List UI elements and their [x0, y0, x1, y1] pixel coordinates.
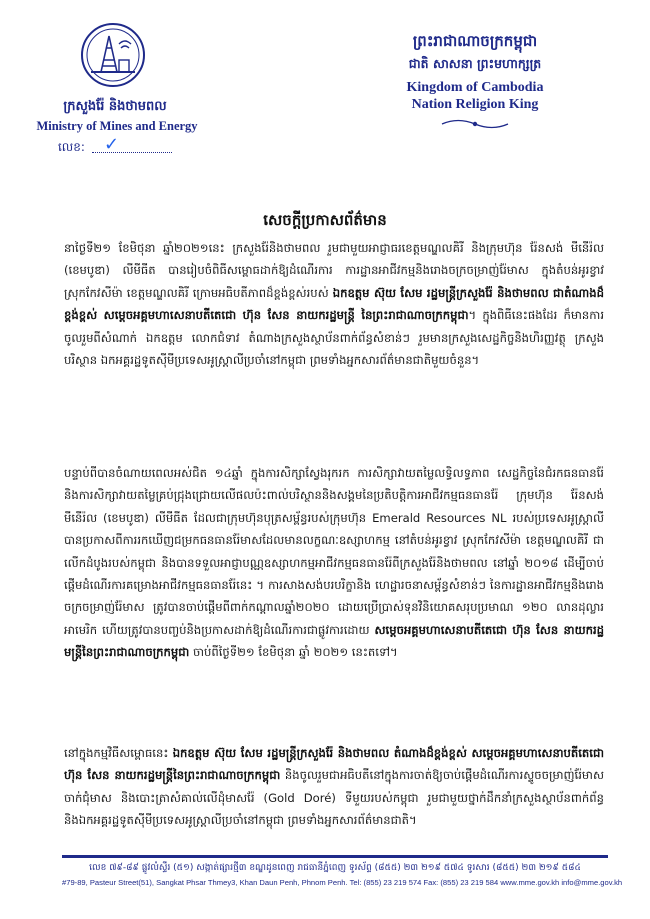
text-segment: ចាប់ពីថ្ងៃទី២១ ខែមិថុនា ឆ្នាំ ២០២១ នេះតទៅ។: [189, 645, 398, 660]
text-segment: ។ ក្នុងពិធីនេះផងដែរ ក៏មានការចូលរួមពីសំណាក់ ឯកឧត្តម លោកជំទាវ តំណាងក្រសួងស្ថាប័នពាក់ព័ន្ធសំខាន់ៗ រួមមានក្រសួងសេដ្ឋកិច្ចនិងហិរញ្ញវត្ថុ ក្រសួងបរិស្ថាន ឯកអគ្គរដ្ឋទូតស៊ីមីប្រទេសអូស្ត្រាលីប្រចាំនៅកម្ពុជា ព្រមទាំងអ្នកសារព័ត៌មានជាតិមួយចំនួន។: [64, 308, 604, 368]
checkmark-icon: ✓: [104, 134, 120, 155]
ornament-divider-icon: [440, 117, 510, 131]
bold-text-segment: ឯកឧត្តម ស៊ុយ សែម រដ្ឋមន្ត្រីក្រសួងរ៉ែ និងថាមពល ជាតំណាងដ៏ខ្ពង់ខ្ពស់ សម្តេចអគ្គមហាសេនាបតីតេជោ ហ៊ុន សែន នាយករដ្ឋមន្ត្រី នៃព្រះរាជាណាចក្រកម្ពុជា: [64, 285, 604, 323]
kingdom-name-khmer: ព្រះរាជាណាចក្រកម្ពុជា: [412, 32, 538, 50]
national-motto-khmer: ជាតិ សាសនា ព្រះមហាក្សត្រ: [408, 56, 542, 71]
body-paragraph-1: [64, 237, 604, 371]
text-segment: នៅក្នុងកម្មវិធីសម្ពោធនេះ: [64, 746, 173, 760]
ministry-name-english: Ministry of Mines and Energy: [36, 119, 198, 133]
kingdom-name-english: Kingdom of Cambodia: [406, 80, 544, 95]
bold-text-segment: សម្តេចអគ្គមហាសេនាបតីតេជោ ហ៊ុន សែន នាយករដ្ឋមន្ត្រីនៃព្រះរាជាណាចក្រកម្ពុជា: [64, 622, 605, 660]
ministry-logo: [79, 22, 147, 88]
body-paragraph-3: [64, 742, 604, 832]
national-motto-english: Nation Religion King: [411, 97, 539, 112]
document-title: សេចក្តីប្រកាសព័ត៌មាន: [263, 211, 387, 229]
text-segment: និងចូលរួមជាអធិបតីនៅក្នុងការចាត់ឱ្យចាប់ផ្តើមដំណើរការស្ទូចចម្រាញ់រ៉ែមាសចាក់ជុំមាស និងបោះត្រាសំគាល់លើដុំមាសរ៉ែ (Gold Doré) ទីមួយរបស់កម្ពុជា រួមជាមួយថ្នាក់ដឹកនាំក្រសួងស្ថាប័នពាក់ព័ន្ធ និងឯកអគ្គរដ្ឋទូតស៊ីមីប្រទេសអូស្ត្រាលីប្រចាំនៅកម្ពុជា ព្រមទាំងអ្នកសារព័ត៌មានជាតិ។: [64, 768, 604, 828]
footer-address-english: #79-89, Pasteur Street(51), Sangkat Phsar Thmey3, Khan Daun Penh, Phnom Penh. Tel: (855) 23 219 574 Fax: (855) 23 219 584 www.mme.gov.kh info@mme.gov.kh: [62, 878, 623, 887]
bold-text-segment: ឯកឧត្តម ស៊ុយ សែម រដ្ឋមន្ត្រីក្រសួងរ៉ែ និងថាមពល តំណាងដ៏ខ្ពង់ខ្ពស់ សម្តេចអគ្គមហាសេនាបតីតេជោ ហ៊ុន សែន នាយករដ្ឋមន្ត្រីនៃព្រះរាជាណាចក្រកម្ពុជា: [64, 746, 604, 783]
text-segment: បន្ទាប់ពីបានចំណាយពេលអស់ជិត ១៤ឆ្នាំ ក្នុងការសិក្សាស្វែងរុករក ការសិក្សាវាយតម្លៃលទ្ធិលទ្ធភាព សេដ្ឋកិច្ចនៃជំរកធនធានរ៉ែ និងការសិក្សាវាយតម្លៃគ្រប់ជ្រុងជ្រោយលើផលប៉ះពាល់បរិស្ថាននិងសង្គមនៃប្រតិបត្តិការអាជីវកម្មធនធានរ៉ែ ក្រុមហ៊ុន រ៉ែនសង់ មីនើរ៉ល (ខេមបូឌា) លីមីធីត ដែលជាក្រុមហ៊ុនបុត្រសម្ព័ន្ធរបស់ក្រុមហ៊ុន Emerald Resources NL របស់ប្រទេសអូស្ត្រាលី បានប្រកាសពីការរកឃើញជម្រកធនធានរ៉ែមាសដែលមានលក្ខណៈឧស្សាហកម្ម នៅតំបន់អូរខ្វាវ ស្រុកកែវសីម៉ា ខេត្តមណ្ឌលគិរី ជាលើកដំបូងរបស់កម្ពុជា និងបានទទួលអាជ្ញាបណ្ណឧស្សាហកម្មអាជីវកម្មធនធានរ៉ែពីក្រសួងរ៉ែនិងថាមពល នៅឆ្នាំ ២០១៨ ដើម្បីចាប់ផ្តើមដំណើរការគម្រោងអាជីវកម្មធនធានរ៉ែនេះ ។ ការសាងសង់បរបរិក្ខានិង ហេដ្ឋារចនាសម្ព័ន្ធសំខាន់ៗ នៃការដ្ឋានអាជីវកម្មនិងរោងចក្រចម្រាញ់រ៉ែមាស ត្រូវបានចាប់ផ្តើមពីពាក់កណ្តាលឆ្នាំ២០២០ ដោយប្រើប្រាស់ទុនវិនិយោគសរុបប្រមាណ ១២០ លានដុល្លារអាមេរិក ហើយត្រូវបានបញ្ចប់និងប្រកាសដាក់ឱ្យដំណើរការជាផ្លូវការដោយ: [64, 466, 604, 637]
footer-divider: [62, 855, 608, 858]
footer-address-khmer: លេខ ៧៩-៨៩ ផ្លូវលំស្ទឹរ (៥១) សង្កាត់ផ្សារថ្មី៣ ខណ្ឌដូនពេញ រាជធានីភ្នំពេញ ទូរស័ព្ទ (៨៥៥) ២៣ ២១៩ ៥៧៤ ទូរសារ (៨៥៥) ២៣ ២១៩ ៥៨៤: [89, 863, 581, 873]
text-segment: នាថ្ងៃទី២១ ខែមិថុនា ឆ្នាំ២០២១នេះ ក្រសួងរ៉ែនិងថាមពល រួមជាមួយអាជ្ញាធរខេត្តមណ្ឌលគិរី និងក្រុមហ៊ុន រ៉ែនសង់ មីនើរ៉ល (ខេមបូឌា) លីមីធីត បានរៀបចំពិធីសម្ពោធដាក់ឱ្យដំណើរការ ការដ្ឋានអាជីវកម្មនិងរោងចក្រចម្រាញ់រ៉ែមាស ក្នុងតំបន់អូរខ្វាវ ស្រុកកែវសីម៉ា ខេត្តមណ្ឌលគិរី ក្រោមអធិបតីភាពដ៏ខ្ពង់ខ្ពស់របស់: [64, 241, 604, 300]
ministry-name-khmer: ក្រសួងរ៉ែ និងថាមពល: [63, 99, 167, 114]
reference-number-label: លេខ:: [58, 140, 85, 154]
body-paragraph-2: [64, 462, 604, 664]
